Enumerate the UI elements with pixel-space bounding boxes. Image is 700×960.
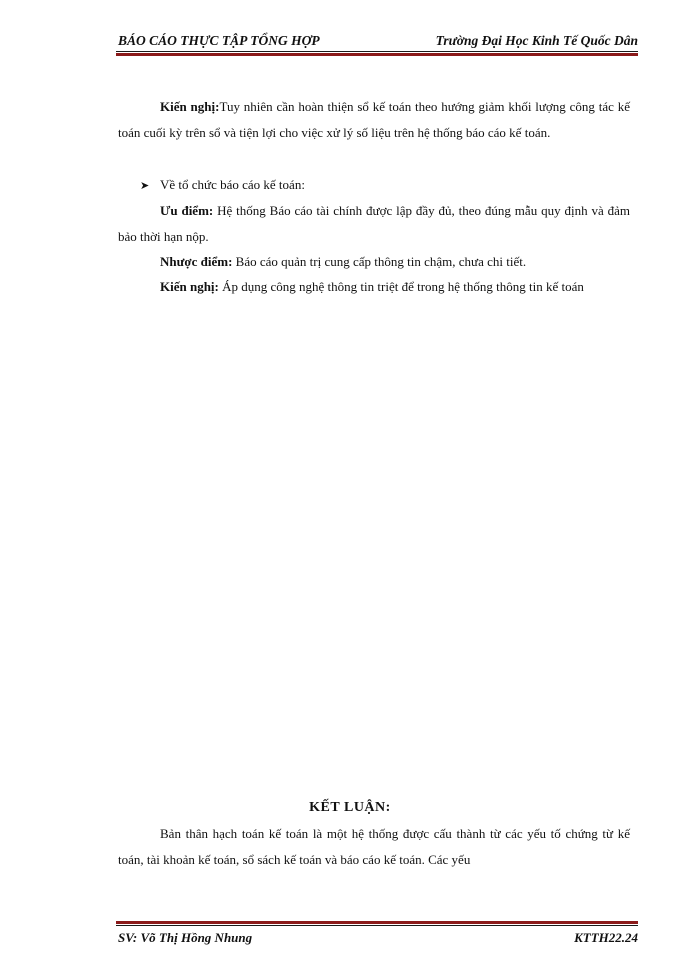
advantage-label: Ưu điểm: <box>160 203 214 218</box>
recommendation-label-2: Kiến nghị: <box>160 279 219 294</box>
header-report-title: BÁO CÁO THỰC TẬP TỔNG HỢP <box>118 33 320 48</box>
paragraph-text <box>118 274 630 300</box>
arrow-bullet-icon: ➤ <box>140 180 150 192</box>
bullet-item <box>140 172 305 200</box>
disadvantage-paragraph <box>118 249 630 275</box>
header-divider <box>116 51 638 56</box>
disadvantage-text: Báo cáo quản trị cung cấp thông tin chậm, chưa chi tiết. <box>232 254 527 269</box>
bullet-text: Về tổ chức báo cáo kế toán: <box>160 177 305 192</box>
disadvantage-label: Nhược điểm: <box>160 254 233 269</box>
page-header <box>118 33 638 53</box>
recommendation-label: Kiến nghị: <box>160 99 220 114</box>
header-university-name: Trường Đại Học Kinh Tế Quốc Dân <box>435 33 638 48</box>
paragraph-text <box>118 198 630 249</box>
header-divider-thick <box>116 53 638 56</box>
conclusion-paragraph <box>118 821 630 872</box>
advantage-paragraph <box>118 198 630 249</box>
recommendation-text-2: Áp dụng công nghệ thông tin triệt để trong hệ thống thông tin kế toán <box>218 279 584 294</box>
conclusion-heading: KẾT LUẬN: <box>309 800 391 815</box>
paragraph-text: Bản thân hạch toán kế toán là một hệ thống được cấu thành từ các yếu tố chứng từ kế toán, tài khoản kế toán, sổ sách kế toán và báo cáo kế toán. Các yếu <box>118 826 630 867</box>
advantage-text: Hệ thống Báo cáo tài chính được lập đầy đủ, theo đúng mẫu quy định và đảm bảo thời hạn nộp. <box>118 203 630 244</box>
footer-student-name: SV: Võ Thị Hồng Nhung <box>118 930 253 945</box>
recommendation-paragraph-2 <box>118 274 630 300</box>
recommendation-text: Tuy nhiên cần hoàn thiện sổ kế toán theo hướng giảm khối lượng công tác kế toán cuối kỳ trên sổ và tiện lợi cho việc xử lý số liệu trên hệ thống báo cáo kế toán. <box>118 99 631 140</box>
header-divider-thin <box>116 51 638 52</box>
footer-divider <box>116 921 638 926</box>
paragraph-text <box>118 249 630 275</box>
paragraph-text <box>118 94 630 145</box>
footer-class-code: KTTH22.24 <box>574 930 638 945</box>
footer-divider-thick <box>116 921 638 924</box>
footer-divider-thin <box>116 925 638 926</box>
recommendation-paragraph-1 <box>118 94 630 145</box>
